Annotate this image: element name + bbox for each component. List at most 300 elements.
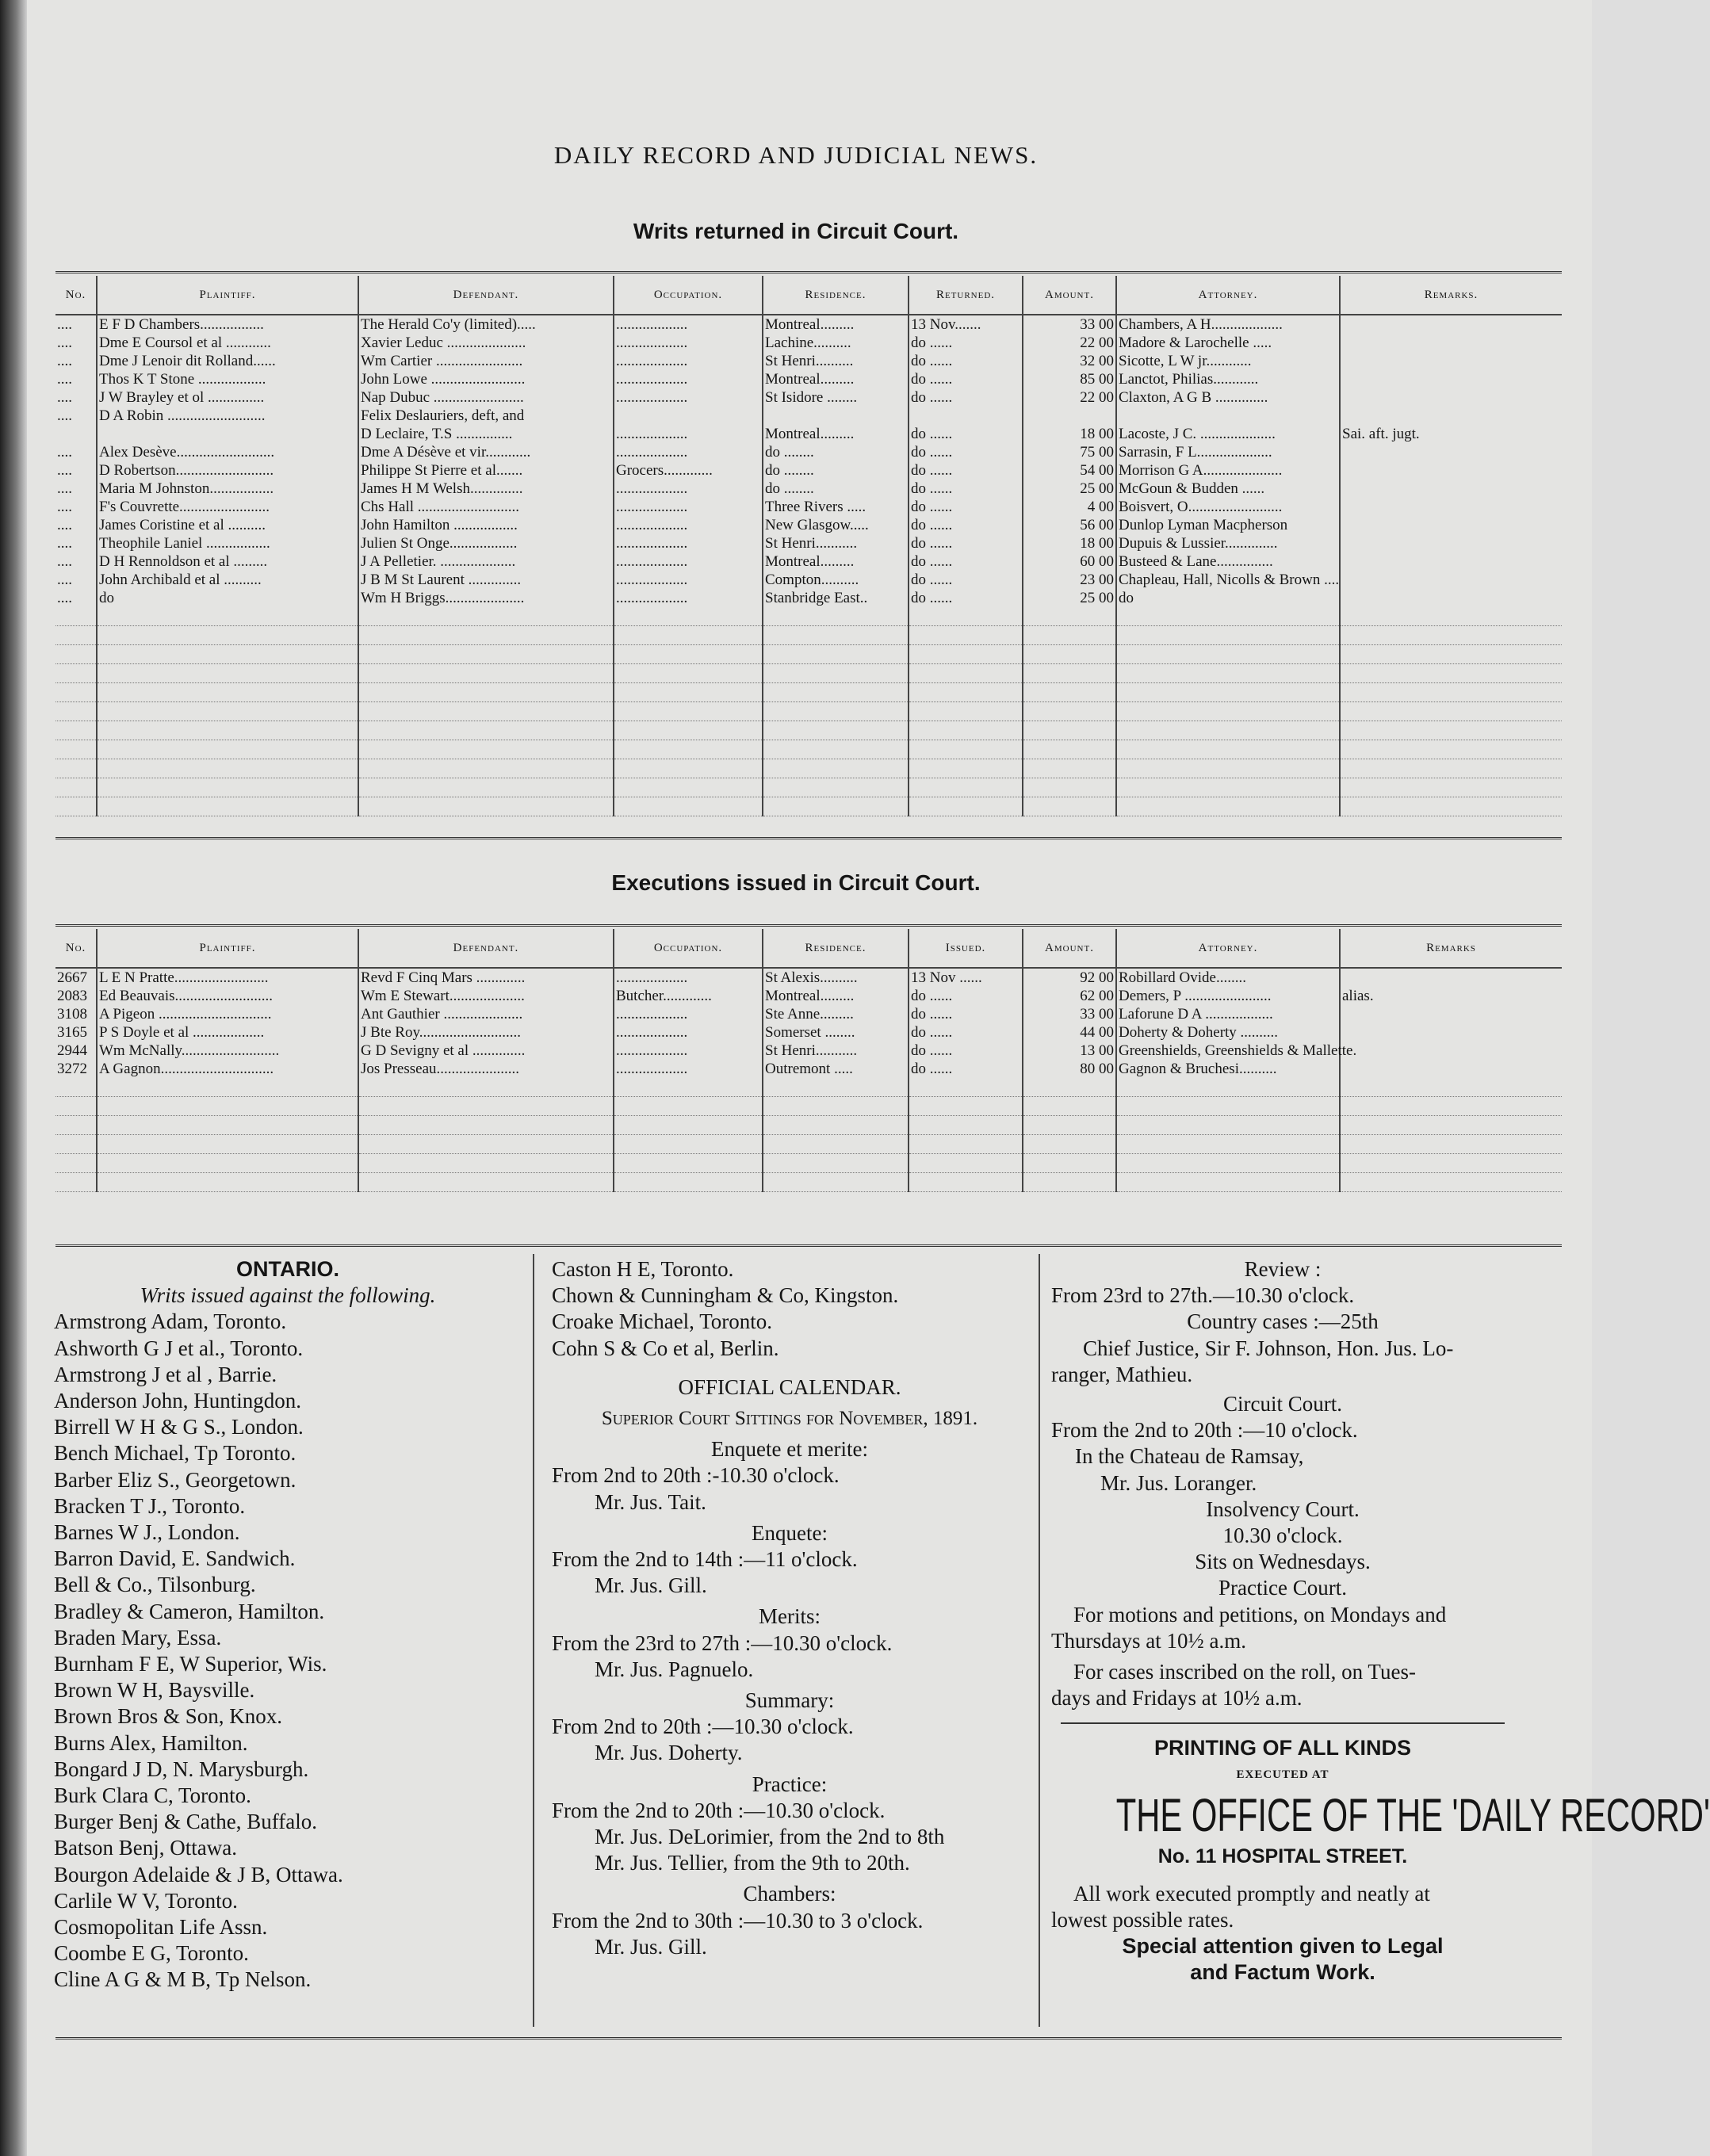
column-header: Amount. [1023,276,1116,315]
blank-cell [1023,759,1116,778]
table-cell: ................... [614,1042,763,1060]
blank-cell [1340,740,1562,759]
sitting-line: From the 2nd to 14th :—11 o'clock. [552,1547,858,1572]
courts-column [1051,1256,1710,1986]
table-cell: Greenshields, Greenshields & Mallette. [1116,1042,1340,1060]
blank-cell [55,778,97,797]
blank-cell [1116,645,1340,664]
blank-cell [763,1135,909,1154]
table-cell: Julien St Onge.................. [358,534,614,552]
ad-office-name: THE OFFICE OF THE 'DAILY RECORD' [1115,1789,1710,1841]
blank-cell [909,1097,1023,1116]
table-cell: ................... [614,334,763,352]
column-header: Remarks [1340,929,1562,968]
writs-top-rule [55,271,1562,273]
table-cell: do ...... [909,552,1023,571]
blank-cell [1023,1078,1116,1097]
blank-row [55,759,1562,778]
table-cell [1340,352,1562,370]
table-cell: do ........ [763,480,909,498]
table-cell: do ...... [909,987,1023,1005]
table-row [55,425,1562,443]
table-cell: .... [55,552,97,571]
table-cell: Maria M Johnston................. [97,480,358,498]
table-cell: Wm E Stewart.................... [358,987,614,1005]
blank-cell [763,607,909,626]
blank-cell [1023,1116,1116,1135]
table-cell: Nap Dubuc ........................ [358,388,614,407]
list-item: Burger Benj & Cathe, Buffalo. [54,1810,317,1834]
column-header: No. [55,929,97,968]
practice-line-1: For motions and petitions, on Mondays and [1073,1602,1447,1627]
list-item: Anderson John, Huntingdon. [54,1389,301,1413]
table-cell: J Bte Roy........................... [358,1023,614,1042]
table-cell: 75 00 [1023,443,1116,461]
table-row [55,1060,1562,1078]
list-item: Bradley & Cameron, Hamilton. [54,1599,325,1623]
table-cell: .... [55,480,97,498]
table-cell: do ...... [909,1042,1023,1060]
column-header: Plaintiff. [97,276,358,315]
table-cell: do ...... [909,516,1023,534]
insolvency-heading: Insolvency Court. [1206,1497,1360,1521]
executions-bottom-rule [55,1244,1562,1247]
table-cell: 13 Nov ...... [909,968,1023,987]
table-row [55,388,1562,407]
sitting-line: Mr. Jus. Tait. [595,1489,706,1514]
executions-top-rule [55,924,1562,927]
table-cell: E F D Chambers................. [97,315,358,334]
table-cell: 33 00 [1023,1005,1116,1023]
table-cell: Montreal......... [763,987,909,1005]
table-cell: do ...... [909,589,1023,607]
list-item: Brown W H, Baysville. [54,1678,255,1703]
list-item: Cohn S & Co et al, Berlin. [552,1336,779,1360]
blank-cell [358,1135,614,1154]
blank-cell [1340,683,1562,702]
blank-cell [97,645,358,664]
table-cell: Dunlop Lyman Macpherson [1116,516,1340,534]
table-cell: St Henri........... [763,534,909,552]
table-cell: 54 00 [1023,461,1116,480]
column-header: Remarks. [1340,276,1562,315]
blank-cell [1340,778,1562,797]
blank-cell [909,1135,1023,1154]
sitting-line: Mr. Jus. Gill. [595,1573,707,1598]
table-cell: John Lowe ......................... [358,370,614,388]
table-cell: .... [55,534,97,552]
table-cell: Dme J Lenoir dit Rolland...... [97,352,358,370]
table-cell: New Glasgow..... [763,516,909,534]
blank-cell [763,721,909,740]
sitting-heading: Practice: [752,1772,828,1796]
blank-cell [97,778,358,797]
blank-cell [763,1154,909,1173]
table-cell: .... [55,443,97,461]
table-cell: F's Couvrette........................ [97,498,358,516]
table-cell: L E N Pratte......................... [97,968,358,987]
blank-cell [97,1116,358,1135]
list-item: Burnham F E, W Superior, Wis. [54,1652,327,1676]
table-cell: do ...... [909,498,1023,516]
blank-row [55,1116,1562,1135]
binding-edge [0,0,27,2156]
blank-cell [909,740,1023,759]
blank-cell [909,1078,1023,1097]
table-cell: Somerset ........ [763,1023,909,1042]
review-line: From 23rd to 27th.—10.30 o'clock. [1051,1283,1355,1308]
country-line-1: Chief Justice, Sir F. Johnson, Hon. Jus. Lo- [1083,1336,1454,1360]
table-cell: 44 00 [1023,1023,1116,1042]
table-cell: Gagnon & Bruchesi.......... [1116,1060,1340,1078]
column-header: Defendant. [358,276,614,315]
blank-row [55,1173,1562,1192]
list-item: Carlile W V, Toronto. [54,1888,238,1913]
table-row [55,407,1562,425]
sitting-line: Mr. Jus. DeLorimier, from the 2nd to 8th [595,1825,945,1849]
table-cell [97,425,358,443]
blank-cell [358,1097,614,1116]
table-cell: Madore & Larochelle ..... [1116,334,1340,352]
table-cell: 2083 [55,987,97,1005]
table-cell: .... [55,334,97,352]
table-cell: Dme A Désève et vir............ [358,443,614,461]
blank-cell [614,1154,763,1173]
table-cell: 18 00 [1023,534,1116,552]
column-header: No. [55,276,97,315]
blank-cell [97,1154,358,1173]
table-cell: .... [55,589,97,607]
blank-cell [909,683,1023,702]
column-divider-2 [1039,1254,1040,2027]
table-cell: 56 00 [1023,516,1116,534]
blank-cell [1116,778,1340,797]
blank-cell [97,797,358,816]
table-cell [1340,534,1562,552]
blank-row [55,1078,1562,1097]
list-item: Bracken T J., Toronto. [54,1493,246,1518]
table-cell: Wm H Briggs..................... [358,589,614,607]
table-cell: John Archibald et al .......... [97,571,358,589]
list-item: Burk Clara C, Toronto. [54,1783,251,1808]
sitting-line: Mr. Jus. Gill. [595,1934,707,1959]
table-cell: J B M St Laurent .............. [358,571,614,589]
blank-cell [1023,778,1116,797]
table-cell: Doherty & Doherty .......... [1116,1023,1340,1042]
table-cell: D Leclaire, T.S ............... [358,425,614,443]
column-header: Defendant. [358,929,614,968]
table-cell: do ...... [909,334,1023,352]
blank-cell [614,702,763,721]
table-cell [1340,334,1562,352]
table-cell: .... [55,407,97,425]
column-header: Issued. [909,929,1023,968]
blank-cell [1340,1078,1562,1097]
table-cell: do ...... [909,370,1023,388]
table-cell: Laforune D A .................. [1116,1005,1340,1023]
table-cell: 3272 [55,1060,97,1078]
list-item: Caston H E, Toronto. [552,1257,734,1281]
table-cell: .... [55,370,97,388]
table-cell: Ed Beauvais.......................... [97,987,358,1005]
blank-cell [763,759,909,778]
table-cell: ................... [614,370,763,388]
table-cell: Xavier Leduc ..................... [358,334,614,352]
table-cell: .... [55,388,97,407]
insolvency-line-2: Sits on Wednesdays. [1195,1550,1371,1574]
blank-cell [97,1173,358,1192]
table-cell: 4 00 [1023,498,1116,516]
blank-cell [763,797,909,816]
table-cell: ................... [614,552,763,571]
table-cell: Lanctot, Philias............ [1116,370,1340,388]
table-cell: Thos K T Stone .................. [97,370,358,388]
blank-cell [1116,1078,1340,1097]
blank-cell [1116,1173,1340,1192]
table-cell: ................... [614,480,763,498]
circuit-line-2: In the Chateau de Ramsay, [1075,1444,1304,1469]
table-cell: .... [55,352,97,370]
table-cell: Theophile Laniel ................. [97,534,358,552]
table-cell: Dupuis & Lussier.............. [1116,534,1340,552]
table-cell: Demers, P ....................... [1116,987,1340,1005]
calendar-column [552,1256,1027,1960]
blank-cell [97,664,358,683]
table-cell: McGoun & Budden ...... [1116,480,1340,498]
blank-cell [614,1078,763,1097]
blank-cell [909,721,1023,740]
sitting-heading: Enquete: [752,1520,828,1545]
blank-cell [358,683,614,702]
table-cell: 22 00 [1023,334,1116,352]
blank-cell [97,702,358,721]
column-header: Returned. [909,276,1023,315]
blank-cell [1340,1135,1562,1154]
table-cell: Revd F Cinq Mars ............. [358,968,614,987]
column-header: Occupation. [614,276,763,315]
blank-cell [55,1173,97,1192]
column-header: Residence. [763,276,909,315]
table-cell [1340,370,1562,388]
table-cell: Chambers, A H................... [1116,315,1340,334]
blank-row [55,683,1562,702]
table-cell: D A Robin .......................... [97,407,358,425]
blank-cell [909,759,1023,778]
table-row [55,589,1562,607]
table-cell: 13 Nov....... [909,315,1023,334]
blank-cell [614,645,763,664]
table-cell: do ...... [909,1060,1023,1078]
list-item: Batson Benj, Ottawa. [54,1836,237,1860]
table-cell [1340,1042,1562,1060]
table-cell: 3165 [55,1023,97,1042]
circuit-line-1: From the 2nd to 20th :—10 o'clock. [1051,1418,1358,1443]
table-cell [1340,1060,1562,1078]
list-item: Cosmopolitan Life Assn. [54,1915,268,1940]
table-cell [763,407,909,425]
table-cell: ................... [614,388,763,407]
blank-cell [1340,664,1562,683]
table-row [55,443,1562,461]
ad-line-5: All work executed promptly and neatly at [1073,1882,1430,1906]
table-cell: ................... [614,425,763,443]
list-item: Burns Alex, Hamilton. [54,1730,248,1755]
table-cell: do ...... [909,480,1023,498]
table-cell: Chs Hall ........................... [358,498,614,516]
table-cell: do ...... [909,1023,1023,1042]
blank-cell [1116,1135,1340,1154]
blank-cell [55,797,97,816]
table-cell: Montreal......... [763,315,909,334]
blank-row [55,797,1562,816]
blank-cell [97,607,358,626]
blank-row [55,740,1562,759]
blank-cell [55,759,97,778]
ad-line-8: and Factum Work. [1190,1960,1375,1985]
table-cell [1340,516,1562,534]
sitting-line: From the 2nd to 20th :—10.30 o'clock. [552,1798,886,1822]
table-cell: Stanbridge East.. [763,589,909,607]
blank-cell [55,702,97,721]
table-cell: Sicotte, L W jr............ [1116,352,1340,370]
blank-cell [1023,740,1116,759]
blank-cell [614,759,763,778]
table-cell: 22 00 [1023,388,1116,407]
blank-row [55,1097,1562,1116]
blank-cell [55,1116,97,1135]
writs-title: Writs returned in Circuit Court. [633,219,959,243]
blank-cell [763,778,909,797]
table-cell: 18 00 [1023,425,1116,443]
blank-cell [358,702,614,721]
blank-cell [1023,1097,1116,1116]
blank-cell [97,1078,358,1097]
blank-cell [614,721,763,740]
list-item: Braden Mary, Essa. [54,1625,222,1649]
table-cell: Busteed & Lane............... [1116,552,1340,571]
blank-cell [1116,797,1340,816]
ontario-subtitle: Writs issued against the following. [140,1283,436,1308]
blank-row [55,778,1562,797]
list-item: Barber Eliz S., Georgetown. [54,1467,296,1492]
blank-row [55,645,1562,664]
table-cell: ................... [614,498,763,516]
blank-cell [358,1173,614,1192]
blank-cell [909,1173,1023,1192]
column-divider-1 [533,1254,534,2027]
blank-cell [1340,759,1562,778]
ad-address: No. 11 HOSPITAL STREET. [1157,1844,1408,1867]
list-item: Armstrong Adam, Toronto. [54,1309,287,1334]
table-cell: do ...... [909,571,1023,589]
writs-table [55,276,1562,816]
blank-cell [1340,1154,1562,1173]
table-cell [1023,407,1116,425]
sitting-line: From 2nd to 20th :-10.30 o'clock. [552,1463,840,1488]
ad-executed-at: EXECUTED AT [1236,1768,1329,1781]
table-cell [1340,968,1562,987]
blank-cell [614,664,763,683]
table-cell: Lachine.......... [763,334,909,352]
blank-cell [1116,721,1340,740]
table-cell: Butcher............. [614,987,763,1005]
table-cell: ................... [614,534,763,552]
table-cell: Sarrasin, F L.................... [1116,443,1340,461]
blank-cell [97,626,358,645]
blank-cell [1116,607,1340,626]
table-cell [1340,407,1562,425]
table-cell: St Isidore ........ [763,388,909,407]
table-cell: .... [55,516,97,534]
blank-cell [1340,1097,1562,1116]
writs-header-row [55,276,1562,315]
blank-cell [1340,645,1562,664]
list-item: Birrell W H & G S., London. [54,1415,304,1439]
ontario-title: ONTARIO. [236,1257,339,1281]
table-cell: 13 00 [1023,1042,1116,1060]
blank-cell [358,721,614,740]
page-header: DAILY RECORD AND JUDICIAL NEWS. [553,141,1039,169]
table-row [55,334,1562,352]
table-cell: P S Doyle et al ................... [97,1023,358,1042]
blank-cell [97,759,358,778]
table-cell: do ...... [909,388,1023,407]
table-cell: Wm McNally.......................... [97,1042,358,1060]
blank-cell [358,740,614,759]
calendar-subtitle: Superior Court Sittings for November, 1891. [601,1408,978,1430]
blank-row [55,702,1562,721]
blank-cell [55,683,97,702]
blank-cell [55,721,97,740]
blank-cell [97,1135,358,1154]
blank-cell [763,626,909,645]
list-item: Bourgon Adelaide & J B, Ottawa. [54,1862,343,1886]
blank-cell [97,740,358,759]
blank-cell [55,1078,97,1097]
list-item: Croake Michael, Toronto. [552,1309,773,1334]
table-cell: Montreal......... [763,425,909,443]
blank-cell [909,626,1023,645]
ontario-column [54,1256,522,1994]
table-cell: Alex Desève.......................... [97,443,358,461]
practice-line-2: Thursdays at 10½ a.m. [1051,1628,1246,1653]
table-cell: Dme E Coursol et al ............ [97,334,358,352]
review-heading: Review : [1244,1257,1322,1281]
table-cell: D H Rennoldson et al ......... [97,552,358,571]
blank-cell [1023,1173,1116,1192]
table-row [55,1023,1562,1042]
blank-cell [1116,626,1340,645]
table-cell: Three Rivers ..... [763,498,909,516]
column-header: Residence. [763,929,909,968]
blank-cell [1340,1173,1562,1192]
table-cell: do ...... [909,461,1023,480]
blank-cell [1023,664,1116,683]
blank-cell [763,702,909,721]
ontario-names-list [54,1309,522,1993]
insolvency-line-1: 10.30 o'clock. [1222,1523,1343,1548]
blank-cell [614,740,763,759]
country-heading: Country cases :—25th [1187,1309,1379,1334]
table-cell: D Robertson.......................... [97,461,358,480]
blank-cell [1116,664,1340,683]
table-row [55,571,1562,589]
executions-table [55,929,1562,1192]
blank-cell [909,645,1023,664]
blank-cell [1340,797,1562,816]
blank-cell [55,626,97,645]
sitting-line: From the 2nd to 30th :—10.30 to 3 o'clock. [552,1908,924,1932]
